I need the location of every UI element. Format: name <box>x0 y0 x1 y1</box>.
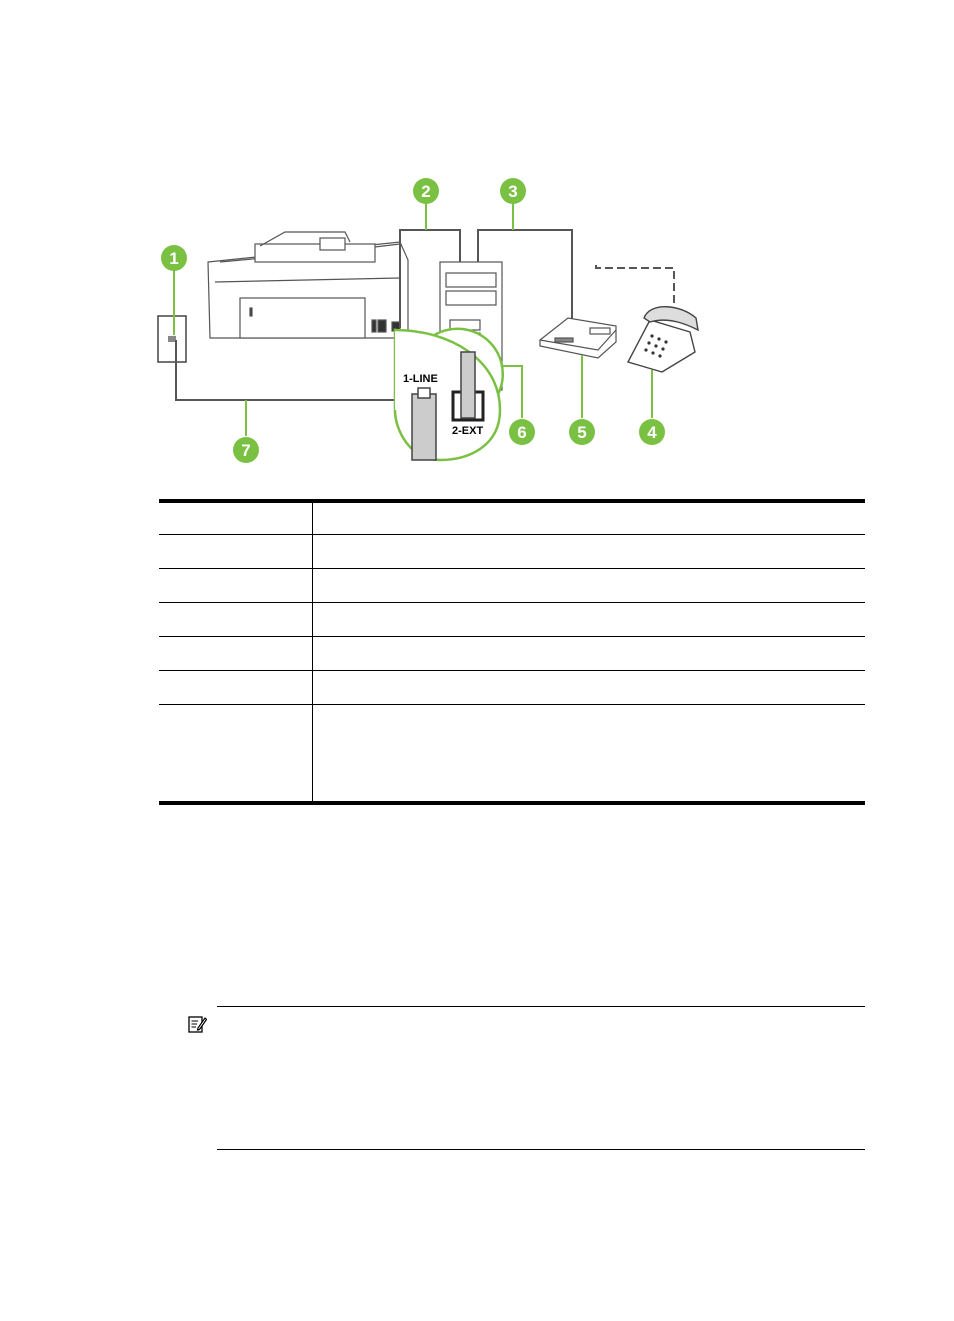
table-row <box>159 501 865 535</box>
answering-machine-icon <box>540 318 616 358</box>
table-cell <box>159 705 313 804</box>
table-cell <box>159 637 313 671</box>
table-cell <box>159 603 313 637</box>
table-cell <box>313 603 866 637</box>
note-block <box>187 1006 865 1150</box>
callout-5 <box>569 419 595 445</box>
table-cell <box>313 637 866 671</box>
callout-3 <box>500 178 526 204</box>
svg-text:5: 5 <box>577 423 587 442</box>
callout-2 <box>413 178 439 204</box>
callout-4 <box>639 419 665 445</box>
table-row <box>159 569 865 603</box>
svg-text:3: 3 <box>508 182 518 201</box>
table-row <box>159 705 865 804</box>
wall-jack-icon <box>158 316 186 362</box>
table-cell <box>313 569 866 603</box>
table-row <box>159 603 865 637</box>
note-rule-bottom <box>217 1149 865 1150</box>
svg-text:6: 6 <box>517 423 527 442</box>
table-cell <box>159 671 313 705</box>
table-cell <box>159 501 313 535</box>
table-row <box>159 535 865 569</box>
port-label-line: 1-LINE <box>403 373 438 385</box>
callout-6 <box>509 419 535 445</box>
telephone-icon <box>628 307 698 372</box>
table-cell <box>313 671 866 705</box>
note-icon <box>187 1014 207 1034</box>
svg-text:1: 1 <box>169 249 179 268</box>
table-cell <box>313 705 866 804</box>
table-cell <box>159 569 313 603</box>
table-cell <box>159 535 313 569</box>
callout-1 <box>161 245 187 271</box>
svg-text:4: 4 <box>647 423 657 442</box>
port-closeup-icon <box>395 329 503 460</box>
table-row <box>159 637 865 671</box>
printer-icon <box>208 232 408 338</box>
table-cell <box>313 535 866 569</box>
connection-diagram <box>150 170 710 470</box>
table-row <box>159 671 865 705</box>
note-rule-top <box>217 1006 865 1007</box>
table-cell <box>313 501 866 535</box>
port-label-ext: 2-EXT <box>452 425 484 437</box>
svg-text:7: 7 <box>241 441 251 460</box>
legend-table <box>159 499 865 805</box>
svg-text:2: 2 <box>421 182 431 201</box>
callout-7 <box>233 437 259 463</box>
